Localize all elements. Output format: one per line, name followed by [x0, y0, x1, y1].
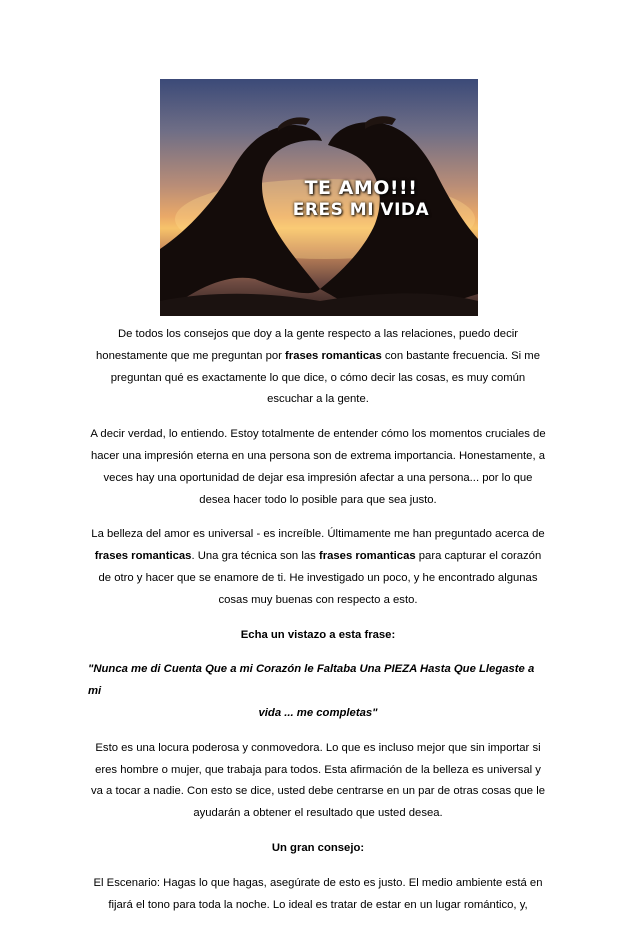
paragraph-1-text-c: con bastante frecuencia. Si me preguntan qué es exactamente lo que dice, o cómo decir las cosas, es muy común escuchar a la gente. [110, 349, 540, 406]
quote-line-2: vida ... me completas" [258, 706, 378, 719]
image-caption-line1: TE AMO!!! [304, 177, 418, 199]
paragraph-3-keyword-1: frases romanticas [94, 550, 192, 563]
heading-great-tip: Un gran consejo: [271, 841, 365, 854]
image-caption [256, 177, 466, 221]
paragraph-3-text-c: . Una gra técnica son las [191, 550, 319, 563]
paragraph-5: El Escenario: Hagas lo que hagas, asegúrate de esto es justo. El medio ambiente está en fijará el tono para toda la noche. Lo ideal es tratar de estar en un lugar romántico, y, [93, 876, 543, 911]
article-body [88, 324, 548, 929]
paragraph-4: Esto es una locura poderosa y conmovedora. Lo que es incluso mejor que sin importar si eres hombre o mujer, que trabaja para todos. Esta afirmación de la belleza es universal y va a tocar a nadie. Con esto se dice, usted debe centrarse en un par de otras cosas que le ayudarán a obtener el resultado que usted desea. [90, 741, 546, 820]
paragraph-3-keyword-2: frases romanticas [318, 550, 416, 563]
romantic-quote [88, 659, 548, 724]
heading-check-phrase: Echa un vistazo a esta frase: [240, 628, 396, 641]
paragraph-1 [88, 324, 548, 411]
paragraph-3 [88, 524, 548, 611]
heart-hands-image [160, 79, 478, 316]
image-caption-line2: ERES MI VIDA [292, 200, 430, 220]
paragraph-3-text-a: La belleza del amor es universal - es increíble. Últimamente me han preguntado acerca de [91, 528, 545, 541]
paragraph-1-text-a: De todos los consejos que doy a la gente respecto a las relaciones, puedo decir honestamente que me preguntan por [96, 328, 519, 362]
quote-line-1: "Nunca me di Cuenta Que a mi Corazón le Faltaba Una PIEZA Hasta Que Llegaste a mi [88, 663, 535, 698]
paragraph-1-keyword: frases romanticas [285, 349, 382, 362]
paragraph-3-text-e: para capturar el corazón de otro y hacer que se enamore de ti. He investigado un poco, y he encontrado algunas cosas muy buenas con respecto a esto. [98, 550, 542, 606]
paragraph-2: A decir verdad, lo entiendo. Estoy totalmente de entender cómo los momentos cruciales de hacer una impresión eterna en una persona son de extrema importancia. Honestamente, a veces hay una oportunidad de dejar esa impresión afectar a una persona... por lo que desea hacer todo lo posible para que sea justo. [90, 428, 546, 506]
